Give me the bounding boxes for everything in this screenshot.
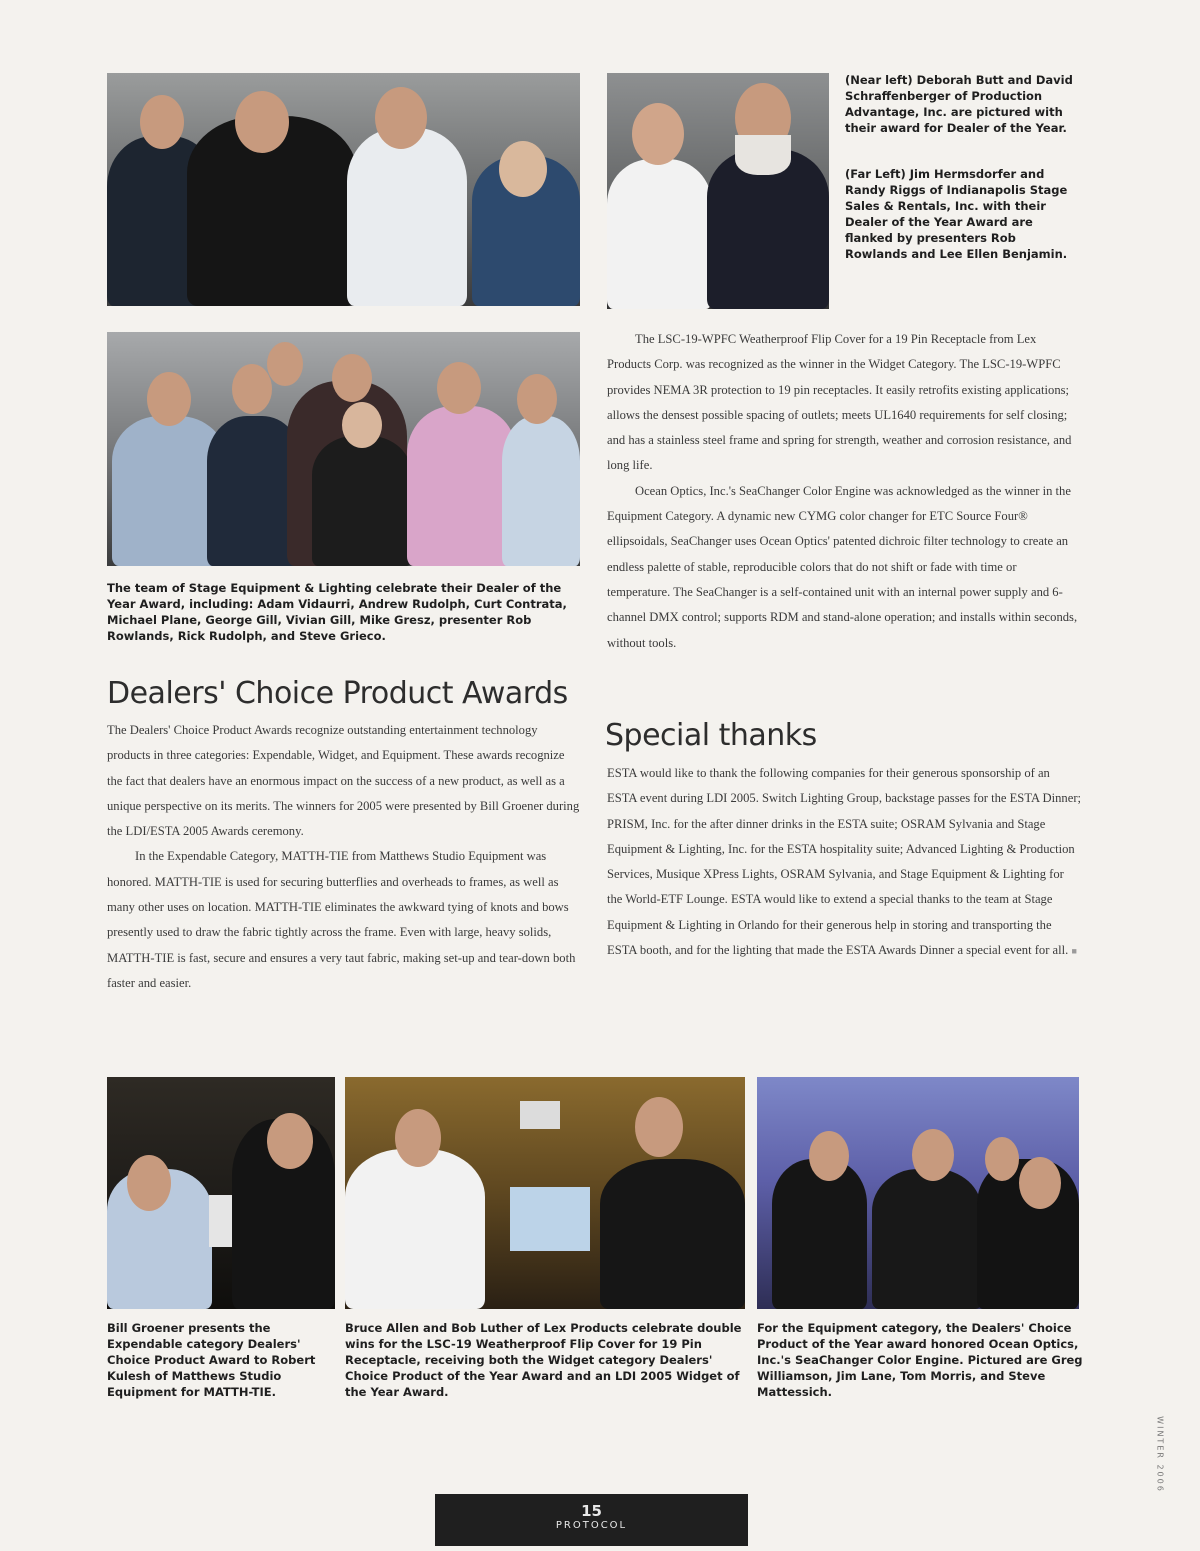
photo-seachanger-award [757,1077,1079,1309]
end-mark: ■ [1071,946,1077,957]
page-footer [435,1494,748,1546]
caption-team: The team of Stage Equipment & Lighting celebrate their Dealer of the Year Award, including: Adam Vidaurri, Andrew Rudolph, Curt Contrata, Michael Plane, George Gill, Vivian Gill, Mike Gresz, presenter Rob Rowlands, Rick Rudolph, and Steve Grieco. [107,581,567,643]
caption-near-left: (Near left) Deborah Butt and David Schraffenberger of Production Advantage, Inc. are pictured with their award for Dealer of the Year. [845,73,1073,135]
article-special-thanks [607,761,1082,964]
paragraph: The Dealers' Choice Product Awards recognize outstanding entertainment technology products in three categories: Expendable, Widget, and Equipment. These awards recognize the fact that dealers have an enormous impact on the success of a new product, as well as a unique perspective on its merits. The winners for 2005 were presented by Bill Groener during the LDI/ESTA 2005 Awards ceremony. [107,723,580,839]
publication-name: PROTOCOL [555,1520,628,1531]
caption-bottom-1: Bill Groener presents the Expendable category Dealers' Choice Product Award to Robert Kulesh of Matthews Studio Equipment for MATTH-TIE. [107,1321,316,1399]
paragraph: ESTA would like to thank the following companies for their generous sponsorship of an ESTA event during LDI 2005. Switch Lighting Group, backstage passes for the ESTA Dinner; PRISM, Inc. for the after dinner drinks in the ESTA suite; OSRAM Sylvania and Stage Equipment & Lighting, Inc. for the ESTA hospitality suite; Advanced Lighting & Production Services, Musique XPress Lights, OSRAM Sylvania, and Stage Equipment & Lighting for the World-ETF Lounge. ESTA would like to extend a special thanks to the team at Stage Equipment & Lighting in Orlando for their generous help in storing and transporting the ESTA booth, and for the lighting that made the ESTA Awards Dinner a special event for all. [607,766,1082,958]
photo-dealer-of-year-group [107,73,580,306]
page-number: 15 [581,1502,602,1520]
photo-stage-equipment-team [107,332,580,566]
photo-production-advantage [607,73,829,309]
heading-dealers-choice: Dealers' Choice Product Awards [107,676,568,711]
issue-label: WINTER 2006 [1155,1416,1165,1493]
article-dealers-choice [107,718,582,996]
photo-matth-tie-award [107,1077,335,1309]
caption-bottom-3: For the Equipment category, the Dealers' Choice Product of the Year award honored Ocean Optics, Inc.'s SeaChanger Color Engine. Pictured are Greg Williamson, Jim Lane, Tom Morris, and Steve Mattessich. [757,1321,1083,1399]
photo-lex-products-award [345,1077,745,1309]
caption-far-left: (Far Left) Jim Hermsdorfer and Randy Riggs of Indianapolis Stage Sales & Rentals, Inc. with their Dealer of the Year Award are flanked by presenters Rob Rowlands and Lee Ellen Benjamin. [845,167,1068,261]
paragraph: In the Expendable Category, MATTH-TIE from Matthews Studio Equipment was honored. MATTH-TIE is used for securing butterflies and overheads to frames, as well as many other uses on location. MATTH-TIE eliminates the awkward tying of knots and bows presently used to draw the fabric tightly across the frame. Even with large, heavy solids, MATTH-TIE is fast, secure and ensures a very taut fabric, making set-up and tear-down both faster and easier. [107,849,576,990]
caption-bottom-2: Bruce Allen and Bob Luther of Lex Products celebrate double wins for the LSC-19 Weatherproof Flip Cover for 19 Pin Receptacle, receiving both the Widget category Dealers' Choice Product of the Year Award and an LDI 2005 Widget of the Year Award. [345,1321,742,1399]
article-winners [607,327,1082,656]
paragraph: The LSC-19-WPFC Weatherproof Flip Cover for a 19 Pin Receptacle from Lex Products Corp. was recognized as the winner in the Widget Category. The LSC-19-WPFC provides NEMA 3R protection to 19 pin receptacles. It easily retrofits existing applications; allows the densest possible spacing of outlets; meets UL1640 requirements for self closing; and has a stainless steel frame and spring for strength, weather and corrosion resistance, and long life. [607,332,1072,473]
heading-special-thanks: Special thanks [605,718,817,753]
paragraph: Ocean Optics, Inc.'s SeaChanger Color Engine was acknowledged as the winner in the Equipment Category. A dynamic new CYMG color changer for ETC Source Four® ellipsoidals, SeaChanger uses Ocean Optics' patented dichroic filter technology to create an endless palette of stable, reproducible colors that do not shift or fade with time or temperature. The SeaChanger is a self-contained unit with an internal power supply and 6-channel DMX control; supports RDM and stand-alone operation; and installs within seconds, without tools. [607,483,1078,650]
